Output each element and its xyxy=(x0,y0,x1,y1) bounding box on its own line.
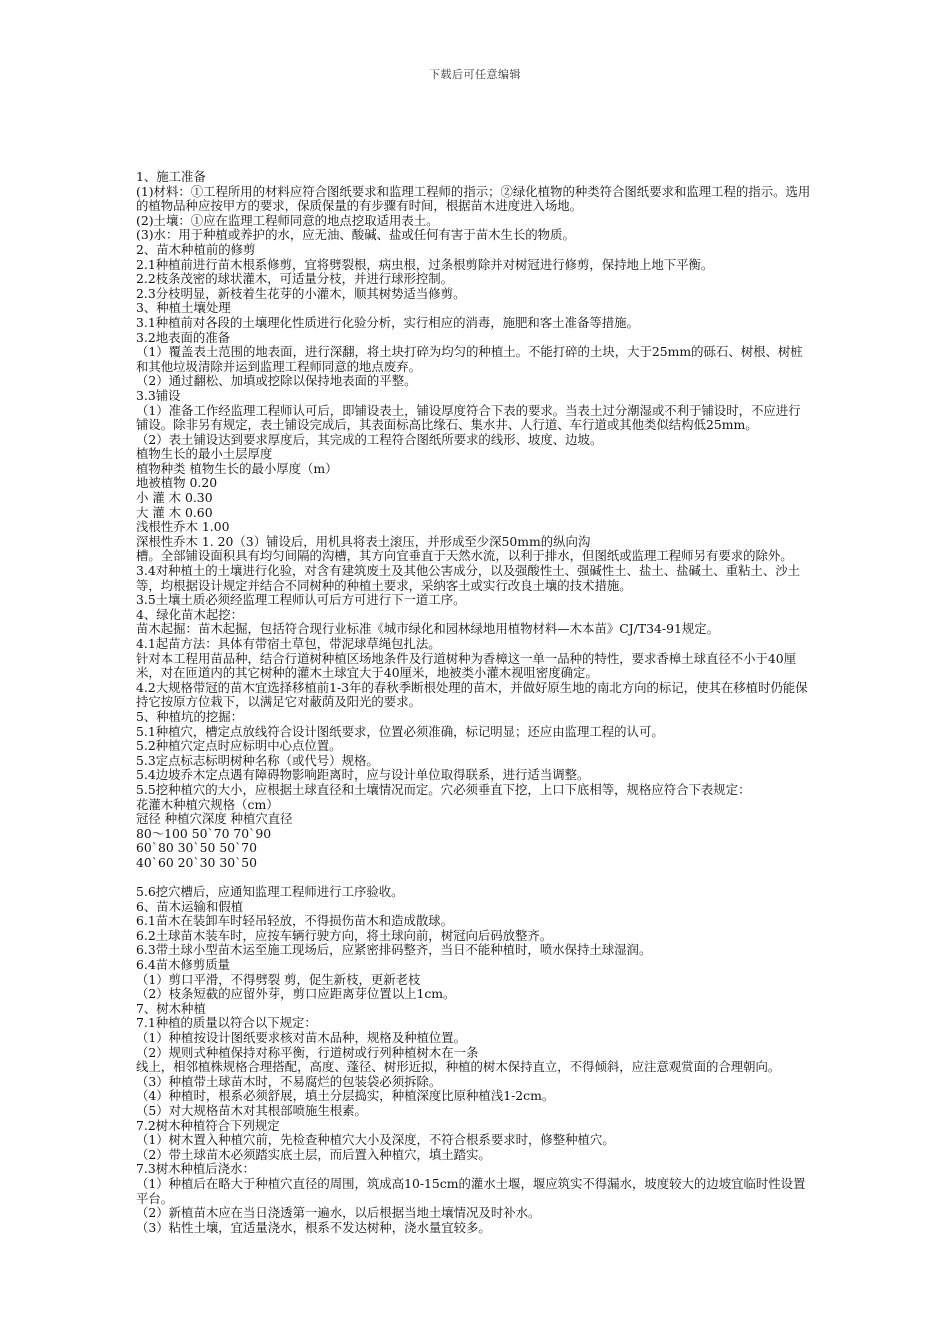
text-line: 2.1种植前进行苗木根系修剪，宜将劈裂根，病虫根，过条根剪除并对树冠进行修剪，保持地上地下平衡。 xyxy=(136,256,714,272)
text-line: （4）种植时，根系必须舒展，填土分层捣实，种植深度比原种植浅1-2cm。 xyxy=(136,1088,555,1104)
text-line: 80～100 50`70 70`90 xyxy=(136,825,272,841)
text-line: (1)材料：①工程所用的材料应符合图纸要求和监理工程师的指示；②绿化植物的种类符合图纸要求和监理工程的指示。选用的植物品种应按甲方的要求，保质保量的有步骤有时间，根据苗木进度进入场地。 xyxy=(136,183,811,214)
text-line: （3）粘性土壤，宜适量浇水，根系不发达树种，浇水量宜较多。 xyxy=(136,1219,491,1235)
text-line: 7、树木种植 xyxy=(136,1000,206,1016)
page-header: 下载后可任意编辑 xyxy=(429,68,521,81)
text-line: （1）覆盖表土范围的地表面，进行深翻，将土块打碎为均匀的种植土。不能打碎的土块，大于25mm的砾石、树根、树桩和其他垃圾清除并运到监理工程师同意的地点废弃。 xyxy=(136,344,803,374)
text-line: 3.5土壤土质必须经监理工程师认可后方可进行下一道工序。 xyxy=(136,592,466,608)
text-line: 7.1种植的质量以符合以下规定： xyxy=(136,1015,317,1031)
text-line: （3）种植带土球苗木时，不易腐烂的包装袋必须拆除。 xyxy=(136,1073,442,1089)
text-line: 大 灌 木 0.60 xyxy=(136,504,213,520)
text-line: 5.1种植穴，槽定点放线符合设计图纸要求，位置必须准确，标记明显；还应由监理工程的认可。 xyxy=(136,723,664,739)
text-line: 针对本工程用苗品种，结合行道树种植区场地条件及行道树种为香樟这一单一品种的特性，要求香樟土球直径不小于40厘米，对在匝道内的其它树种的灌木土球宜大于40厘米，地被类小灌木视咀密度确定。 xyxy=(136,650,797,681)
text-line: (2)土壤：①应在监理工程师同意的地点挖取适用表土。 xyxy=(136,212,439,228)
text-line: 5.5挖种植穴的大小，应根据土球直径和土壤情况而定。穴必须垂直下挖，上口下底相等，规格应符合下表规定： xyxy=(136,781,751,797)
text-line: 60`80 30`50 50`70 xyxy=(136,840,258,856)
text-line: 5.4边坡乔木定点遇有障碍物影响距离时，应与设计单位取得联系，进行适当调整。 xyxy=(136,767,590,783)
text-line: 4.1起苗方法：具体有带宿土草包，带泥球草绳包扎法。 xyxy=(136,636,441,651)
text-line: 线上，相邻植株规格合理搭配，高度、蓬径、树形近拟，种植的树木保持直立，不得倾斜，应注意观赏面的合理朝向。 xyxy=(136,1059,781,1075)
text-line: 深根性乔木 1. 20（3）铺设后，用机具将表土滚压，并形成至少深50mm的纵向沟 xyxy=(136,533,591,549)
text-line: 7.3树木种植后浇水： xyxy=(136,1161,255,1177)
text-line: （2）表土铺设达到要求厚度后，其完成的工程符合图纸所要求的线形、坡度、边坡。 xyxy=(136,431,603,447)
document-body xyxy=(136,170,812,1235)
text-line: 植物生长的最小土层厚度 xyxy=(136,446,273,462)
text-line: 槽。全部铺设面积具有均匀间隔的沟槽，其方向宜垂直于天然水流，以利于排水，但图纸或监理工程师另有要求的除外。 xyxy=(136,548,793,564)
text-line: 3.4对种植土的土壤进行化验，对含有建筑废土及其他公害成分，以及强酸性土、强碱性土、盐土、盐碱土、重粘土、沙土等，均根据设计规定并结合不同树种的种植土要求，采纳客土或实行改良土壤的技术措施。 xyxy=(136,563,801,593)
text-line: 5.6挖穴槽后，应通知监理工程师进行工序验收。 xyxy=(136,884,404,900)
text-line: 3.3铺设 xyxy=(136,387,181,403)
text-line: （2）新植苗木应在当日浇透第一遍水，以后根据当地土壤情况及时补水。 xyxy=(136,1205,541,1221)
text-line: 地被植物 0.20 xyxy=(136,475,218,491)
text-line: 2.2枝条茂密的球状灌木，可适量分枝，并进行球形控制。 xyxy=(136,271,454,287)
text-line: 2、苗木种植前的修剪 xyxy=(136,241,256,257)
text-line: （1）种植后在略大于种植穴直径的周围，筑成高10-15cm的灌水土堰，堰应筑实不得漏水，坡度较大的边坡宜临时性设置平台。 xyxy=(136,1175,806,1206)
blank-line xyxy=(136,871,812,886)
text-line: 浅根性乔木 1.00 xyxy=(136,519,230,535)
text-line: （2）带土球苗木必须踏实底土层，而后置入种植穴，填土踏实。 xyxy=(136,1146,491,1162)
text-line: 3.2地表面的准备 xyxy=(136,329,231,345)
text-line: （2）规则式种植保持对称平衡，行道树或行列种植树木在一条 xyxy=(136,1044,479,1060)
text-line: （1）剪口平滑，不得劈裂 剪，促生新枝，更新老枝 xyxy=(136,971,421,987)
text-line: 苗木起掘：苗木起掘，包括符合现行业标准《城市绿化和园林绿地用植物材料—木本苗》CJ/T34-91规定。 xyxy=(136,621,720,637)
text-line: 4.2大规格带冠的苗木宜选择移植前1-3年的春秋季断根处理的苗木，并做好原生地的南北方向的标记，使其在移植时仍能保持它按原方位栽下，以满足它对蔽荫及阳光的要求。 xyxy=(136,679,808,710)
text-line: 5.3定点标志标明树种名称（或代号）规格。 xyxy=(136,752,379,768)
text-line: 6、苗木运输和假植 xyxy=(136,898,244,914)
text-line: 6.4苗木修剪质量 xyxy=(136,957,231,973)
text-line: （2）通过翻松、加填或挖除以保持地表面的平整。 xyxy=(136,373,417,389)
text-line: （5）对大规格苗木对其根部喷施生根素。 xyxy=(136,1103,367,1118)
text-line: （2）枝条短截的应留外芽，剪口应距离芽位置以上1cm。 xyxy=(136,986,456,1002)
text-line: 4、绿化苗木起挖： xyxy=(136,606,244,622)
text-line: 40`60 20`30 30`50 xyxy=(136,854,258,870)
text-line: 花灌木种植穴规格（cm） xyxy=(136,796,279,812)
text-line: 1、施工准备 xyxy=(136,169,206,184)
text-line: 3.1种植前对各段的土壤理化性质进行化验分析，实行相应的消毒，施肥和客土准备等措施。 xyxy=(136,314,639,330)
text-line: 6.1苗木在装卸车时轻吊轻放，不得损伤苗木和造成散球。 xyxy=(136,913,454,929)
text-line: 5、种植坑的挖掘： xyxy=(136,708,244,724)
text-line: 植物种类 植物生长的最小厚度（m） xyxy=(136,460,338,476)
text-line: 6.3带土球小型苗木运至施工现场后，应紧密排码整齐，当日不能种植时，喷水保持土球湿润。 xyxy=(136,942,652,958)
text-line: 7.2树木种植符合下列规定 xyxy=(136,1117,280,1133)
text-line: 5.2种植穴定点时应标明中心点位置。 xyxy=(136,738,342,754)
text-line: 2.3分枝明显，新枝着生花芽的小灌木，顺其树势适当修剪。 xyxy=(136,285,466,301)
text-line: 3、种植土壤处理 xyxy=(136,300,231,316)
text-line: (3)水：用于种植或养护的水，应无油、酸碱、盐或任何有害于苗木生长的物质。 xyxy=(136,227,575,243)
text-line: 小 灌 木 0.30 xyxy=(136,490,213,506)
text-line: （1）种植按设计图纸要求核对苗木品种，规格及种植位置。 xyxy=(136,1030,467,1046)
text-line: （1）树木置入种植穴前，先检查种植穴大小及深度，不符合根系要求时，修整种植穴。 xyxy=(136,1132,615,1148)
text-line: （1）准备工作经监理工程师认可后，即铺设表土，铺设厚度符合下表的要求。当表土过分潮湿或不利于铺设时，不应进行铺设。除非另有规定，表土铺设完成后，其表面标高比缘石、集水井、人行道、车行道或其他类似结构低25mm。 xyxy=(136,402,801,433)
text-line: 冠径 种植穴深度 种植穴直径 xyxy=(136,811,293,827)
text-line: 6.2土球苗木装车时，应按车辆行驶方向，将土球向前，树冠向后码放整齐。 xyxy=(136,927,553,943)
